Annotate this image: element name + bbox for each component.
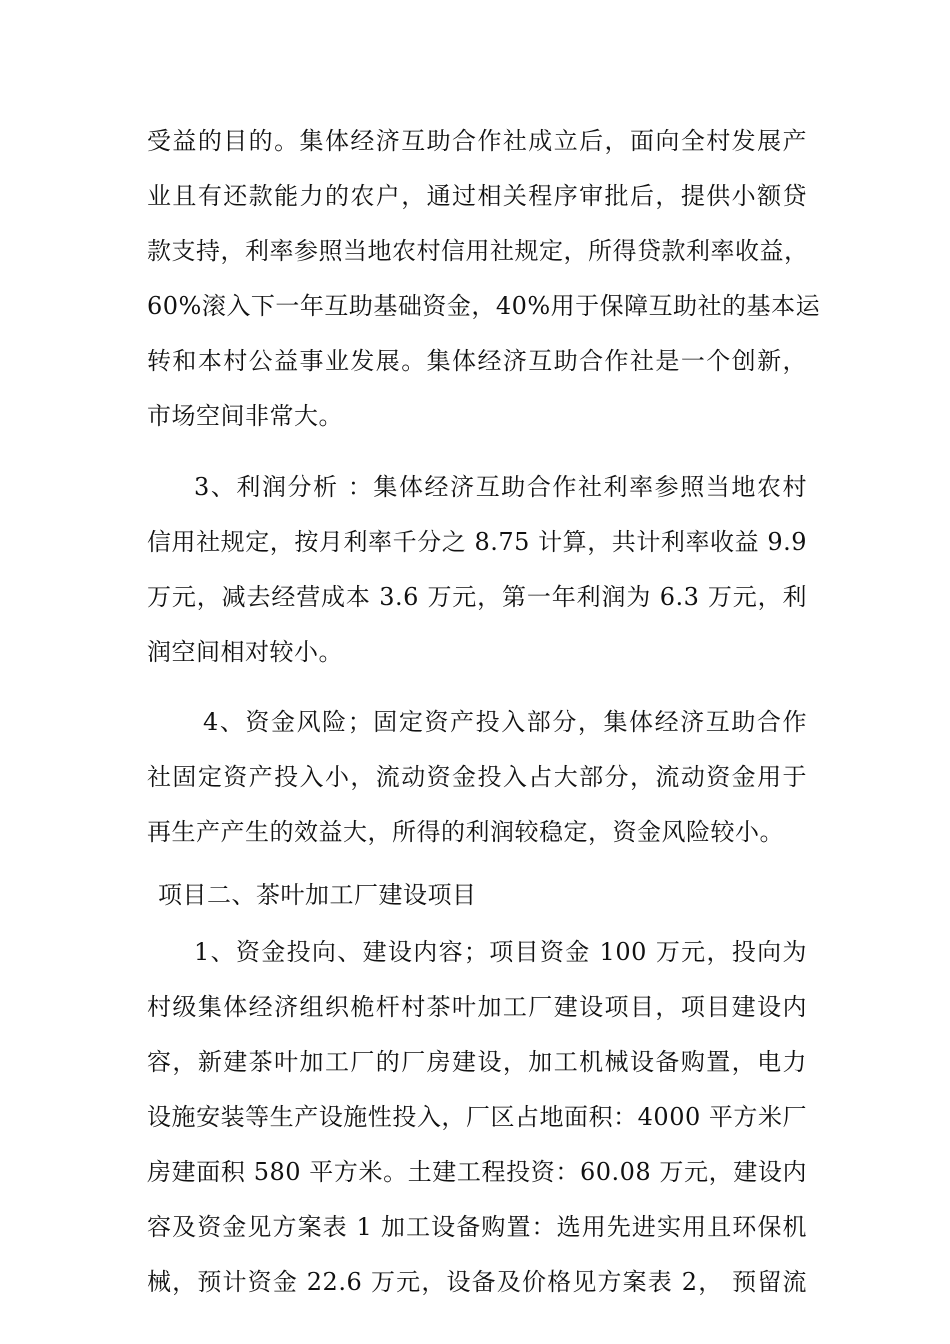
text-line: 容，新建茶叶加工厂的厂房建设，加工机械设备购置，电力 <box>147 1048 807 1076</box>
text-line: 受益的目的。集体经济互助合作社成立后，面向全村发展产 <box>147 127 807 155</box>
text-line: 再生产产生的效益大，所得的利润较稳定，资金风险较小。 <box>147 818 784 846</box>
section-heading: 项目二、茶叶加工厂建设项目 <box>158 881 477 909</box>
text-line: 市场空间非常大。 <box>147 402 343 430</box>
text-line: 信用社规定，按月利率千分之 8.75 计算，共计利率收益 9.9 <box>147 528 807 556</box>
text-line: 械，预计资金 22.6 万元，设备及价格见方案表 2， 预留流 <box>147 1268 807 1296</box>
text-line: 村级集体经济组织桅杆村茶叶加工厂建设项目，项目建设内 <box>147 993 807 1021</box>
text-line: 润空间相对较小。 <box>147 638 343 666</box>
text-line: 转和本村公益事业发展。集体经济互助合作社是一个创新， <box>147 347 807 375</box>
text-line: 1、资金投向、建设内容；项目资金 100 万元，投向为 <box>194 938 807 966</box>
text-line: 容及资金见方案表 1 加工设备购置：选用先进实用且环保机 <box>147 1213 807 1241</box>
text-line: 60%滚入下一年互助基础资金，40%用于保障互助社的基本运 <box>147 292 821 320</box>
text-line: 业且有还款能力的农户，通过相关程序审批后，提供小额贷 <box>147 182 807 210</box>
text-line: 3、利润分析 ：集体经济互助合作社利率参照当地农村 <box>194 473 807 501</box>
text-line: 房建面积 580 平方米。土建工程投资：60.08 万元，建设内 <box>147 1158 807 1186</box>
text-line: 4、资金风险；固定资产投入部分，集体经济互助合作 <box>203 708 807 736</box>
text-line: 设施安装等生产设施性投入，厂区占地面积：4000 平方米厂 <box>147 1103 807 1131</box>
text-line: 款支持，利率参照当地农村信用社规定，所得贷款利率收益， <box>147 237 809 265</box>
text-line: 万元，减去经营成本 3.6 万元，第一年利润为 6.3 万元，利 <box>147 583 807 611</box>
text-line: 社固定资产投入小，流动资金投入占大部分，流动资金用于 <box>147 763 807 791</box>
